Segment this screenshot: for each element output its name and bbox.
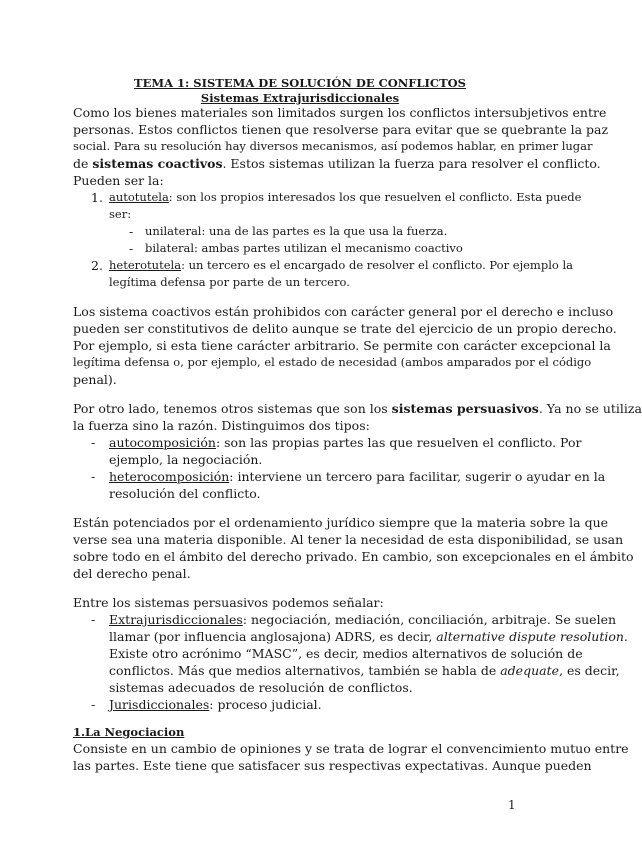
- paragraph-line: Consiste en un cambio de opiniones y se trata de lograr el convencimiento mutuo entre: [73, 741, 629, 756]
- paragraph-line: verse sea una materia disponible. Al tener la necesidad de esta disponibilidad, se usan: [73, 532, 624, 547]
- list-number: 1.: [91, 190, 103, 205]
- list-item-cont: legítima defensa por parte de un tercero.: [109, 275, 350, 289]
- paragraph-line: Los sistema coactivos están prohibidos con carácter general por el derecho e incluso: [73, 304, 614, 319]
- list-item: Jurisdiccionales: proceso judicial.: [109, 697, 322, 712]
- paragraph-line: sobre todo en el ámbito del derecho privado. En cambio, son excepcionales en el ámbito: [73, 549, 634, 564]
- list-item: autocomposición: son las propias partes las que resuelven el conflicto. Por: [109, 435, 582, 450]
- bullet-dash: -: [91, 469, 96, 484]
- paragraph-line: Por ejemplo, si esta tiene carácter arbitrario. Se permite con carácter excepcional la: [73, 338, 611, 353]
- paragraph-line: Pueden ser la:: [73, 173, 164, 188]
- paragraph-line: Están potenciados por el ordenamiento jurídico siempre que la materia sobre la que: [73, 515, 609, 530]
- list-item-cont: resolución del conflicto.: [109, 486, 261, 501]
- paragraph-line: del derecho penal.: [73, 566, 191, 581]
- list-item-cont: Existe otro acrónimo “MASC”, es decir, medios alternativos de solución de: [109, 646, 583, 661]
- bullet-dash: -: [129, 224, 134, 239]
- list-item-cont: ejemplo, la negociación.: [109, 452, 263, 467]
- paragraph-line: la fuerza sino la razón. Distinguimos dos tipos:: [73, 418, 370, 433]
- section-heading: 1.La Negociacion: [73, 725, 185, 739]
- bullet-dash: -: [91, 435, 96, 450]
- document-subtitle: Sistemas Extrajurisdiccionales: [200, 91, 400, 105]
- list-number: 2.: [91, 258, 103, 273]
- paragraph-line: Como los bienes materiales son limitados surgen los conflictos intersubjetivos entre: [73, 105, 607, 120]
- sub-list-item: unilateral: una de las partes es la que usa la fuerza.: [145, 224, 448, 238]
- paragraph-line: Por otro lado, tenemos otros sistemas que son los sistemas persuasivos. Ya no se utiliza: [73, 401, 642, 416]
- paragraph-line: penal).: [73, 372, 117, 387]
- list-item-cont: conflictos. Más que medios alternativos, también se habla de adequate, es decir,: [109, 663, 620, 678]
- paragraph-line: personas. Estos conflictos tienen que resolverse para evitar que se quebrante la paz: [73, 122, 609, 137]
- list-item-cont: sistemas adecuados de resolución de conflictos.: [109, 680, 413, 695]
- paragraph-line: de sistemas coactivos. Estos sistemas utilizan la fuerza para resolver el conflicto.: [73, 156, 601, 171]
- bullet-dash: -: [91, 612, 96, 627]
- bullet-dash: -: [129, 241, 134, 256]
- paragraph-line: pueden ser constitutivos de delito aunque se trate del ejercicio de un propio derecho.: [73, 321, 617, 336]
- sub-list-item: bilateral: ambas partes utilizan el mecanismo coactivo: [145, 241, 463, 255]
- list-item: heterocomposición: interviene un tercero para facilitar, sugerir o ayudar en la: [109, 469, 606, 484]
- paragraph-line: social. Para su resolución hay diversos mecanismos, así podemos hablar, en primer lugar: [73, 139, 593, 153]
- list-item-cont: ser:: [109, 207, 132, 221]
- paragraph-line: las partes. Este tiene que satisfacer sus respectivas expectativas. Aunque pueden: [73, 758, 592, 773]
- list-item-cont: llamar (por influencia anglosajona) ADRS, es decir, alternative dispute resolution.: [109, 629, 628, 644]
- list-item: Extrajurisdiccionales: negociación, mediación, conciliación, arbitraje. Se suelen: [109, 612, 617, 627]
- list-item: heterotutela: un tercero es el encargado de resolver el conflicto. Por ejemplo la: [109, 258, 573, 272]
- document-title: TEMA 1: SISTEMA DE SOLUCIÓN DE CONFLICTOS: [134, 76, 466, 90]
- page-number: 1: [508, 798, 516, 812]
- paragraph-line: legítima defensa o, por ejemplo, el estado de necesidad (ambos amparados por el código: [73, 355, 592, 369]
- list-item: autotutela: son los propios interesados los que resuelven el conflicto. Esta puede: [109, 190, 582, 204]
- bullet-dash: -: [91, 697, 96, 712]
- paragraph-line: Entre los sistemas persuasivos podemos señalar:: [73, 595, 384, 610]
